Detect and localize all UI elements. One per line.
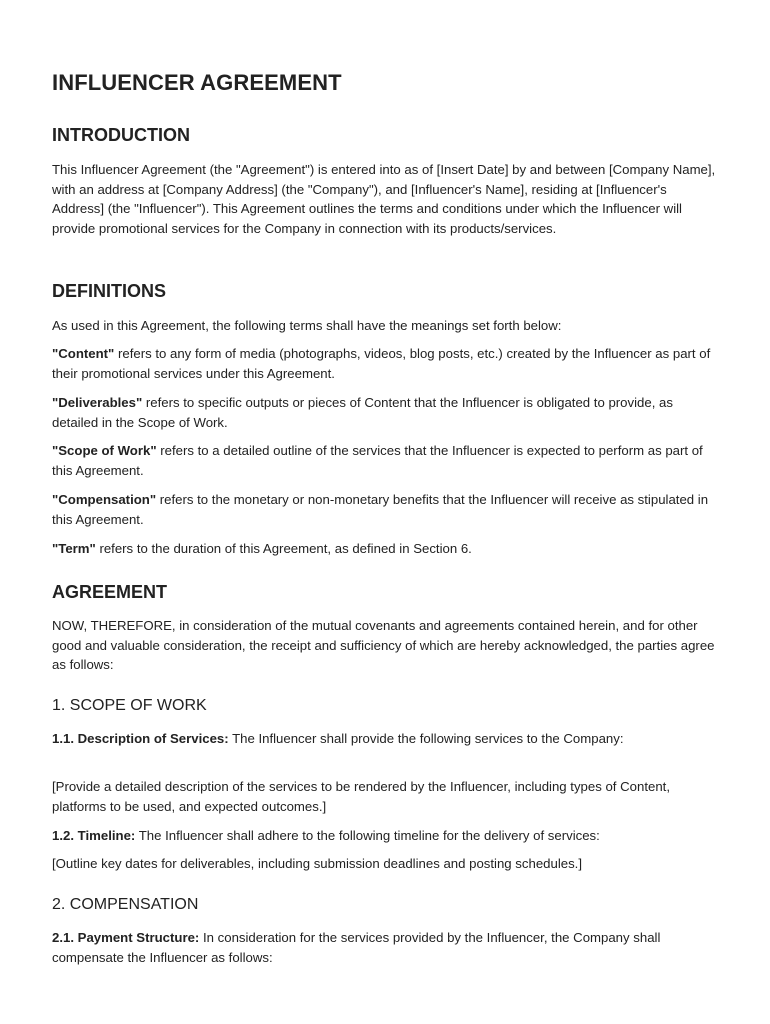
definition-item xyxy=(52,441,718,480)
agreement-heading: AGREEMENT xyxy=(52,582,168,602)
definitions-heading: DEFINITIONS xyxy=(52,281,167,301)
scope-description-text: The Influencer shall provide the following services to the Company: xyxy=(228,731,624,746)
definition-term: "Content" xyxy=(52,346,115,361)
scope-heading: 1. SCOPE OF WORK xyxy=(52,697,207,714)
compensation-payment-label: 2.1. Payment Structure: xyxy=(52,930,200,945)
definition-item xyxy=(52,344,718,383)
introduction-heading: INTRODUCTION xyxy=(52,125,190,145)
scope-description-placeholder: [Provide a detailed description of the services to be rendered by the Influencer, including types of Content, platforms to be used, and expected outcomes.] xyxy=(52,779,670,814)
scope-timeline-label: 1.2. Timeline: xyxy=(52,828,136,843)
definition-item xyxy=(52,490,718,529)
definition-term: "Term" xyxy=(52,541,96,556)
compensation-payment-text: In consideration for the services provided by the Influencer, the Company shall compensate the Influencer as follows: xyxy=(52,930,661,965)
compensation-heading: 2. COMPENSATION xyxy=(52,896,199,913)
scope-description-label: 1.1. Description of Services: xyxy=(52,731,229,746)
scope-timeline-placeholder: [Outline key dates for deliverables, including submission deadlines and posting schedules.] xyxy=(52,856,583,871)
definition-term: "Compensation" xyxy=(52,492,157,507)
definition-text: refers to the monetary or non-monetary benefits that the Influencer will receive as stipulated in this Agreement. xyxy=(52,492,709,527)
definition-term: "Scope of Work" xyxy=(52,443,157,458)
definition-term: "Deliverables" xyxy=(52,395,143,410)
scope-description xyxy=(52,729,718,749)
definition-item xyxy=(52,539,718,559)
scope-timeline-text: The Influencer shall adhere to the following timeline for the delivery of services: xyxy=(135,828,600,843)
introduction-body: This Influencer Agreement (the "Agreement") is entered into as of [Insert Date] by and between [Company Name], with an address at [Company Address] (the "Company"), and [Influencer's Name], residing at [Influencer's Address] (the "Influencer"). This Agreement outlines the terms and conditions under which the Influencer will provide promotional services for the Company in connection with its products/services. xyxy=(52,162,716,236)
definition-text: refers to the duration of this Agreement, as defined in Section 6. xyxy=(95,541,472,556)
document-title: INFLUENCER AGREEMENT xyxy=(52,70,342,95)
definition-text: refers to a detailed outline of the services that the Influencer is expected to perform as part of this Agreement. xyxy=(52,443,703,478)
definition-text: refers to any form of media (photographs, videos, blog posts, etc.) created by the Influencer as part of their promotional services under this Agreement. xyxy=(52,346,711,381)
compensation-payment xyxy=(52,928,718,967)
scope-timeline xyxy=(52,826,718,846)
agreement-body: NOW, THEREFORE, in consideration of the mutual covenants and agreements contained herein, and for other good and valuable consideration, the receipt and sufficiency of which are hereby acknowledged, the parties agree as follows: xyxy=(52,618,715,672)
definitions-intro: As used in this Agreement, the following terms shall have the meanings set forth below: xyxy=(52,318,562,333)
definition-text: refers to specific outputs or pieces of Content that the Influencer is obligated to provide, as detailed in the Scope of Work. xyxy=(52,395,673,430)
definition-item xyxy=(52,393,718,432)
